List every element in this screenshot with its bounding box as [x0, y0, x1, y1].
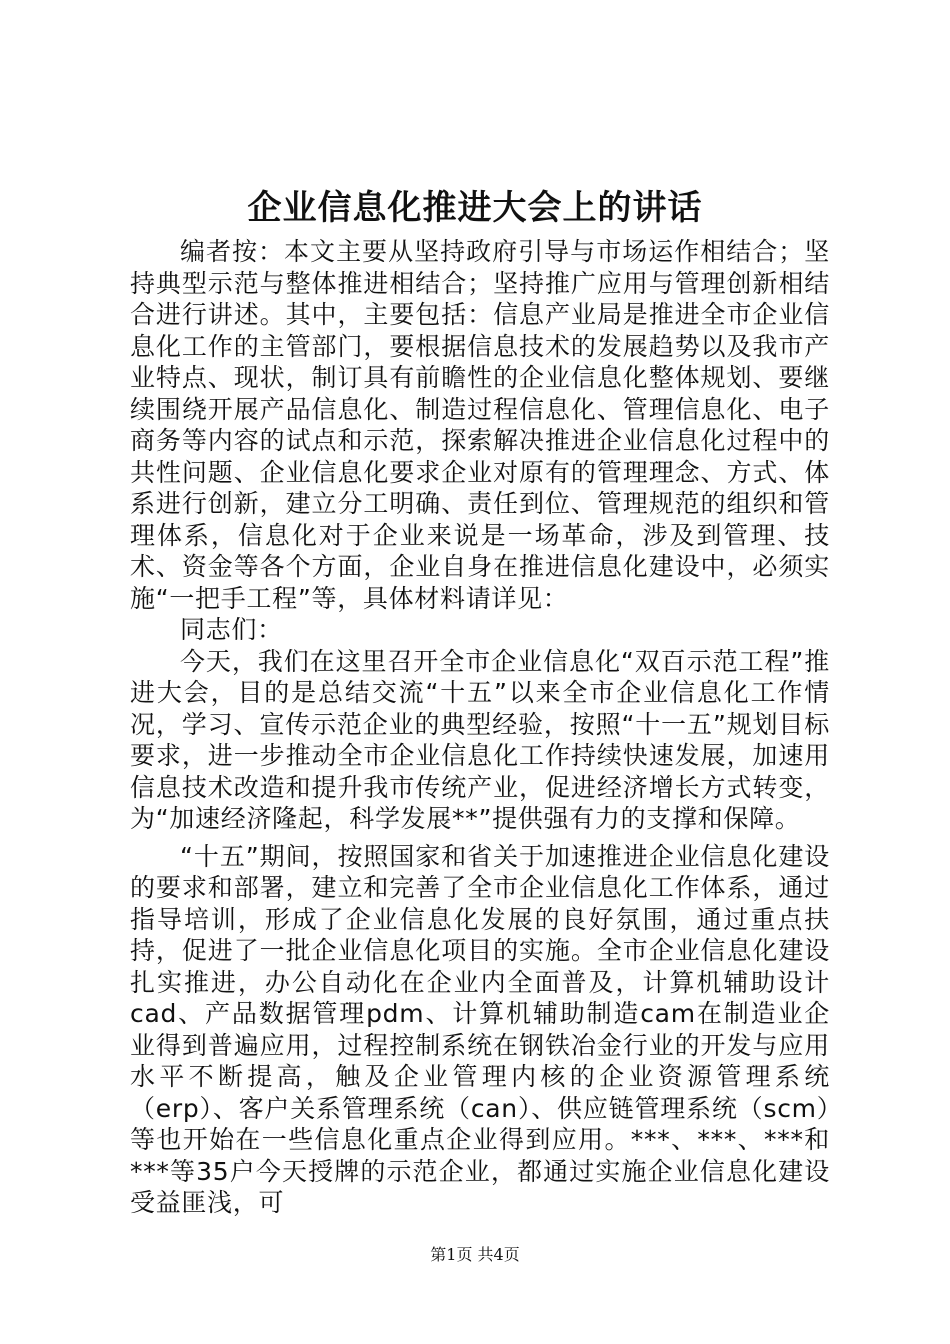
salutation-paragraph: 同志们： — [180, 615, 283, 644]
opening-paragraph: 今天，我们在这里召开全市企业信息化“双百示范工程”推进大会，目的是总结交流“十五”以来全市企业信息化工作情况，学习、宣传示范企业的典型经验，按照“十一五”规划目标要求，进一步推动全市企业信息化工作持续快速发展，加速用信息技术改造和提升我市传统产业，促进经济增长方式转变，为“加速经济隆起，科学发展**”提供强有力的支撑和保障。 — [130, 646, 830, 833]
achievements-paragraph: “十五”期间，按照国家和省关于加速推进企业信息化建设的要求和部署，建立和完善了全市企业信息化工作体系，通过指导培训，形成了企业信息化发展的良好氛围，通过重点扶持，促进了一批企业信息化项目的实施。全市企业信息化建设扎实推进，办公自动化在企业内全面普及，计算机辅助设计cad、产品数据管理pdm、计算机辅助制造cam在制造业企业得到普遍应用，过程控制系统在钢铁冶金行业的开发与应用水平不断提高，触及企业管理内核的企业资源管理系统（erp）、客户关系管理系统（can）、供应链管理系统（scm）等也开始在一些信息化重点企业得到应用。***、***、***和***等35户今天授牌的示范企业，都通过实施企业信息化建设受益匪浅，可 — [130, 841, 830, 1217]
document-title: 企业信息化推进大会上的讲话 — [247, 188, 703, 228]
document-body — [130, 236, 830, 1219]
editor-note-paragraph: 编者按：本文主要从坚持政府引导与市场运作相结合；坚持典型示范与整体推进相结合；坚持推广应用与管理创新相结合进行讲述。其中，主要包括：信息产业局是推进全市企业信息化工作的主管部门，要根据信息技术的发展趋势以及我市产业特点、现状，制订具有前瞻性的企业信息化整体规划、要继续围绕开展产品信息化、制造过程信息化、管理信息化、电子商务等内容的试点和示范，探索解决推进企业信息化过程中的共性问题、企业信息化要求企业对原有的管理理念、方式、体系进行创新，建立分工明确、责任到位、管理规范的组织和管理体系，信息化对于企业来说是一场革命，涉及到管理、技术、资金等各个方面，企业自身在推进信息化建设中，必须实施“一把手工程”等，具体材料请详见： — [130, 237, 830, 613]
page-number-footer: 第1页 共4页 — [430, 1245, 520, 1264]
